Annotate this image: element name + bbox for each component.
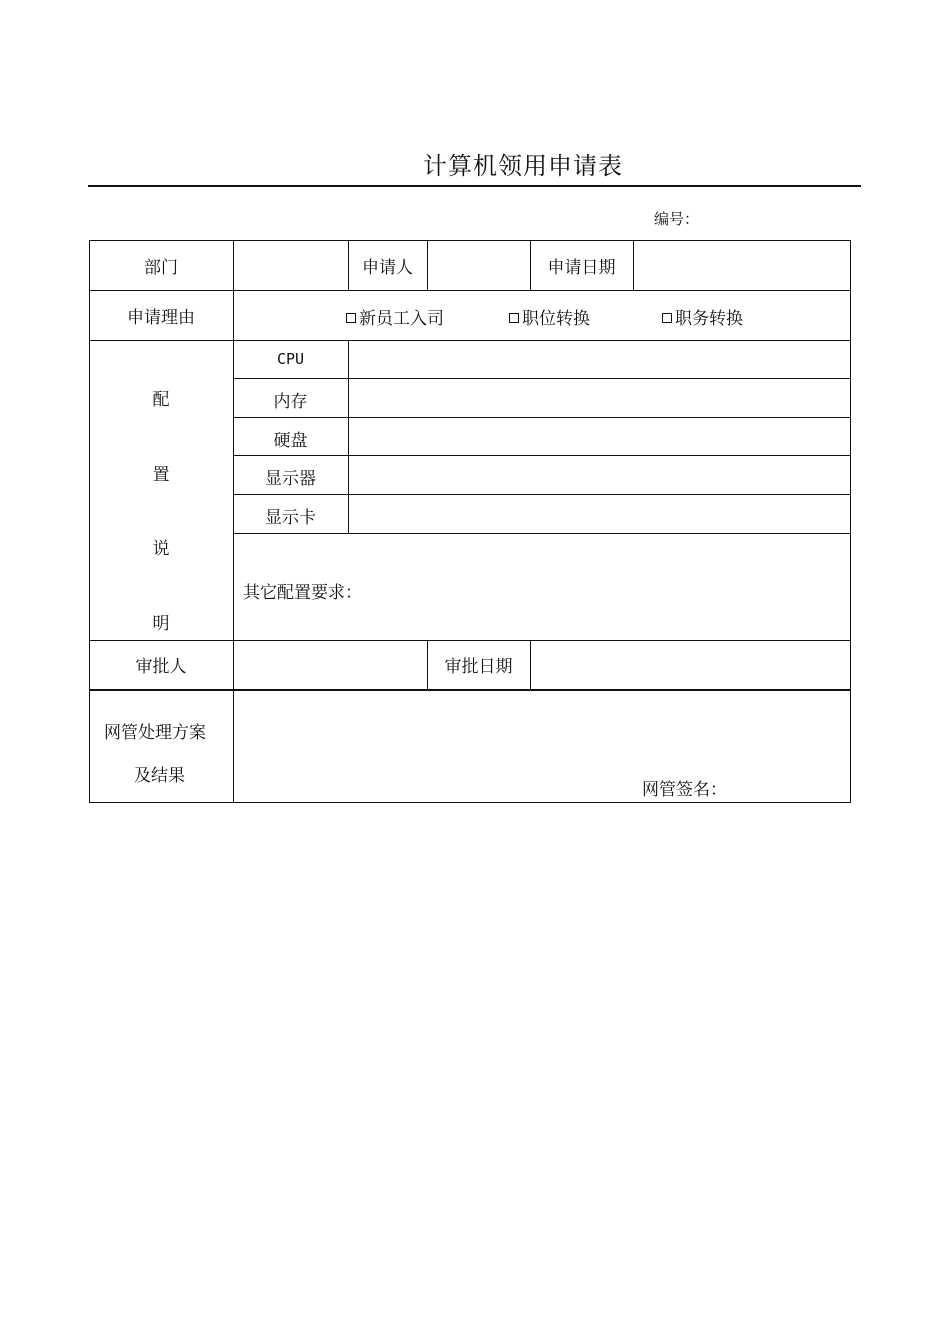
config-label-char: 明 bbox=[152, 614, 170, 634]
checkbox-icon[interactable] bbox=[662, 313, 672, 323]
row-divider-thick bbox=[89, 689, 851, 691]
reason-option-new-hire[interactable] bbox=[346, 304, 444, 329]
config-item-cpu-field[interactable] bbox=[348, 340, 851, 378]
reason-option-duty-transfer[interactable] bbox=[662, 304, 743, 329]
reason-option-label: 职位转换 bbox=[522, 309, 590, 329]
config-item-memory-field[interactable] bbox=[348, 378, 851, 417]
config-item-monitor-field[interactable] bbox=[348, 455, 851, 494]
reason-option-label: 职务转换 bbox=[675, 309, 743, 329]
config-label-char: 说 bbox=[152, 539, 170, 559]
netadmin-signature-label: 网管签名： bbox=[642, 780, 727, 800]
config-item-disk-label: 硬盘 bbox=[273, 430, 308, 451]
config-item-monitor-label: 显示器 bbox=[265, 469, 316, 489]
checkbox-icon[interactable] bbox=[509, 313, 519, 323]
config-item-graphics-field[interactable] bbox=[348, 494, 851, 533]
apply-date-label: 申请日期 bbox=[547, 257, 616, 278]
other-config-label: 其它配置要求： bbox=[243, 583, 362, 603]
reason-option-position-transfer[interactable] bbox=[509, 304, 590, 329]
applicant-label: 申请人 bbox=[362, 257, 413, 278]
netadmin-label-line2: 及结果 bbox=[134, 766, 185, 786]
approve-date-label: 审批日期 bbox=[444, 657, 513, 677]
row-divider bbox=[233, 533, 851, 534]
config-label-char: 配 bbox=[152, 390, 170, 410]
config-item-graphics-label: 显示卡 bbox=[265, 508, 316, 528]
approve-date-field[interactable] bbox=[530, 640, 851, 689]
config-item-disk-field[interactable] bbox=[348, 417, 851, 455]
title-underline bbox=[88, 185, 861, 187]
approver-label: 审批人 bbox=[135, 657, 187, 677]
netadmin-label-line1: 网管处理方案 bbox=[104, 723, 206, 743]
config-item-memory-label: 内存 bbox=[273, 392, 308, 412]
reason-label: 申请理由 bbox=[127, 307, 195, 328]
checkbox-icon[interactable] bbox=[346, 313, 356, 323]
reason-option-label: 新员工入司 bbox=[359, 309, 444, 329]
approver-field[interactable] bbox=[233, 640, 427, 689]
department-label: 部门 bbox=[144, 257, 178, 278]
config-label-char: 置 bbox=[152, 465, 170, 485]
form-title: 计算机领用申请表 bbox=[423, 152, 623, 180]
serial-number-label: 编号： bbox=[654, 210, 700, 228]
department-field[interactable] bbox=[233, 240, 348, 290]
config-item-cpu-label: CPU bbox=[276, 350, 305, 368]
apply-date-field[interactable] bbox=[633, 240, 851, 290]
applicant-field[interactable] bbox=[427, 240, 530, 290]
